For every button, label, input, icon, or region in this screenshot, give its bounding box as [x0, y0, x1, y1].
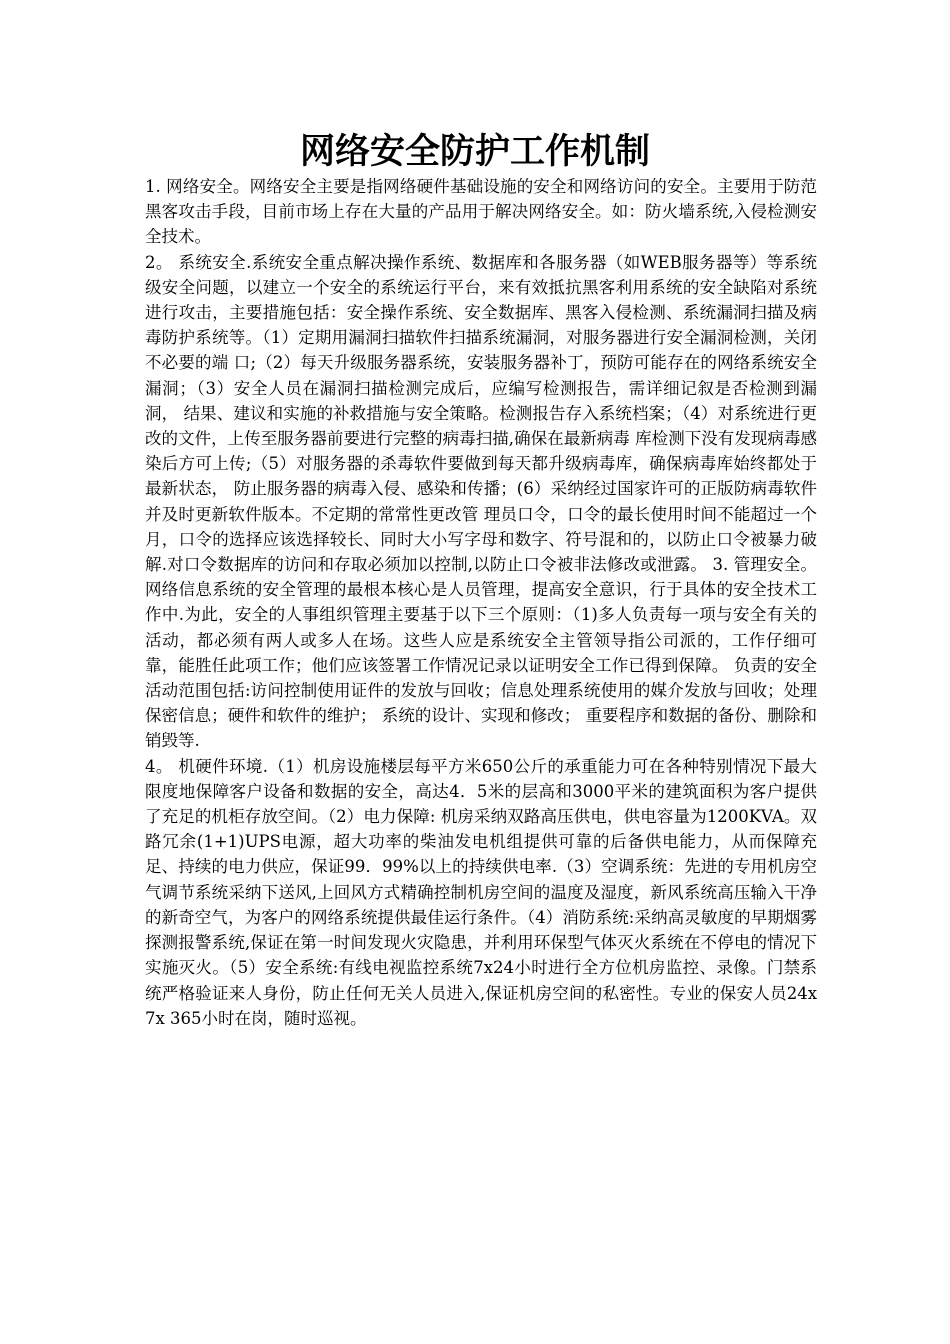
document-body [145, 174, 817, 1031]
paragraph-network-security: 1. 网络安全。网络安全主要是指网络硬件基础设施的安全和网络访问的安全。主要用于防范黑客攻击手段，目前市场上存在大量的产品用于解决网络安全。如：防火墙系统,入侵检测安全技术。 [145, 177, 817, 247]
paragraph-system-and-management-security: 2。 系统安全.系统安全重点解决操作系统、数据库和各服务器（如WEB服务器等）等系统级安全问题，以建立一个安全的系统运行平台，来有效抵抗黑客利用系统的安全缺陷对系统进行攻击，主要措施包括：安全操作系统、安全数据库、黑客入侵检测、系统漏洞扫描及病毒防护系统等。（1）定期用漏洞扫描软件扫描系统漏洞，对服务器进行安全漏洞检测，关闭不必要的端 口;（2）每天升级服务器系统，安装服务器补丁，预防可能存在的网络系统安全漏洞；（3）安全人员在漏洞扫描检测完成后，应编写检测报告，需详细记叙是否检测到漏洞， 结果、建议和实施的补救措施与安全策略。检测报告存入系统档案；（4）对系统进行更改的文件，上传至服务器前要进行完整的病毒扫描,确保在最新病毒 库检测下没有发现病毒感染后方可上传;（5）对服务器的杀毒软件要做到每天都升级病毒库，确保病毒库始终都处于最新状态， 防止服务器的病毒入侵、感染和传播；(6）采纳经过国家许可的正版防病毒软件并及时更新软件版本。不定期的常常性更改管 理员口令，口令的最长使用时间不能超过一个月，口令的选择应该选择较长、同时大小写字母和数字、符号混和的，以防止口令被暴力破解.对口令数据库的访问和存取必须加以控制,以防止口令被非法修改或泄露。 3. 管理安全。网络信息系统的安全管理的最根本核心是人员管理，提高安全意识，行于具体的安全技术工作中.为此，安全的人事组织管理主要基于以下三个原则：（1)多人负责每一项与安全有关的活动，都必须有两人或多人在场。这些人应是系统安全主管领导指公司派的，工作仔细可靠，能胜任此项工作；他们应该签署工作情况记录以证明安全工作已得到保障。 负责的安全活动范围包括:访问控制使用证件的发放与回收；信息处理系统使用的媒介发放与回收；处理保密信息；硬件和软件的维护； 系统的设计、实现和修改； 重要程序和数据的备份、删除和销毁等. [145, 252, 817, 751]
document-title: 网络安全防护工作机制 [299, 131, 650, 172]
paragraph-hardware-environment: 4。 机硬件环境.（1）机房设施楼层每平方米650公斤的承重能力可在各种特别情况下最大限度地保障客户设备和数据的安全，高达4．5米的层高和3000平米的建筑面积为客户提供了充足的机柜存放空间。（2）电力保障: 机房采纳双路高压供电，供电容量为1200KVA。双路冗余(1+1)UPS电源，超大功率的柴油发电机组提供可靠的后备供电能力，从而保障充足、持续的电力供应，保证99．99%以上的持续供电率.（3）空调系统：先进的专用机房空气调节系统采纳下送风,上回风方式精确控制机房空间的温度及湿度，新风系统高压输入干净的新奇空气，为客户的网络系统提供最佳运行条件。（4）消防系统:采纳高灵敏度的早期烟雾探测报警系统,保证在第一时间发现火灾隐患，并利用环保型气体灭火系统在不停电的情况下实施灭火。（5）安全系统:有线电视监控系统7x24小时进行全方位机房监控、录像。门禁系统严格验证来人身份，防止任何无关人员进入,保证机房空间的私密性。专业的保安人员24x 7x 365小时在岗，随时巡视。 [145, 756, 817, 1028]
